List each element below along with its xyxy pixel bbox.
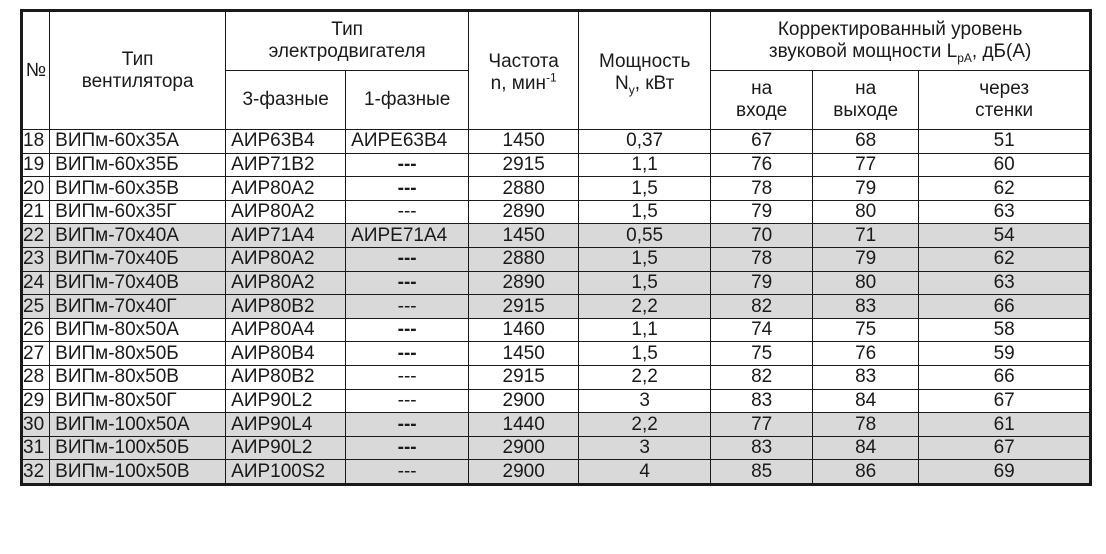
one-phase-motor-cell: ---: [346, 247, 469, 271]
three-phase-motor-cell: АИР63В4: [226, 130, 346, 154]
table-body: [22, 130, 1091, 485]
outlet-noise-cell: 79: [813, 247, 919, 271]
inlet-noise-cell: 78: [711, 247, 813, 271]
wall-noise-cell: 60: [919, 153, 1091, 177]
row-number: 23: [22, 247, 50, 271]
inlet-noise-cell: 70: [711, 224, 813, 248]
table-row: [22, 247, 1091, 271]
row-number: 21: [22, 200, 50, 224]
fan-spec-table: [20, 9, 1092, 486]
one-phase-motor-cell: ---: [346, 295, 469, 319]
one-phase-motor-cell: ---: [346, 365, 469, 389]
header-inlet-line2: входе: [736, 100, 788, 121]
fan-type-cell: ВИПм-100х50В: [50, 460, 226, 485]
table-row: [22, 271, 1091, 295]
three-phase-motor-cell: АИР100S2: [226, 460, 346, 485]
inlet-noise-cell: 78: [711, 177, 813, 201]
header-power-unit-text: , кВт: [634, 72, 675, 94]
three-phase-motor-cell: АИР71А4: [226, 224, 346, 248]
header-frequency-unit-text: n, мин: [490, 72, 546, 94]
header-inlet-line1: на: [751, 78, 773, 100]
header-no-label: №: [25, 59, 47, 81]
power-cell: 0,37: [579, 130, 711, 154]
fan-type-cell: ВИПм-80х50Б: [50, 342, 226, 366]
header-one-phase-label: 1-фазные: [363, 89, 451, 111]
outlet-noise-cell: 78: [813, 413, 919, 437]
power-cell: 1,1: [579, 318, 711, 342]
fan-type-cell: ВИПм-60х35Г: [50, 200, 226, 224]
fan-type-cell: ВИПм-80х50Г: [50, 389, 226, 413]
power-cell: 1,1: [579, 153, 711, 177]
power-cell: 1,5: [579, 177, 711, 201]
inlet-noise-cell: 85: [711, 460, 813, 485]
outlet-noise-cell: 79: [813, 177, 919, 201]
header-noise-line1: Корректированный уровень: [777, 19, 1023, 41]
fan-type-cell: ВИПм-100х50А: [50, 413, 226, 437]
header-power-symbol: N: [614, 72, 629, 94]
header-motor-type-label: Тип электродвигателя: [268, 19, 426, 62]
outlet-noise-cell: 80: [813, 200, 919, 224]
header-power-title: Мощность: [598, 50, 691, 72]
fan-type-cell: ВИПм-70х40В: [50, 271, 226, 295]
three-phase-motor-cell: АИР90L2: [226, 436, 346, 460]
fan-type-cell: ВИПм-80х50А: [50, 318, 226, 342]
header-frequency-exponent: -1: [545, 70, 557, 85]
wall-noise-cell: 66: [919, 295, 1091, 319]
outlet-noise-cell: 84: [813, 436, 919, 460]
power-cell: 1,5: [579, 271, 711, 295]
header-noise-subscript: pA: [957, 50, 972, 65]
power-cell: 1,5: [579, 247, 711, 271]
row-number: 25: [22, 295, 50, 319]
wall-noise-cell: 59: [919, 342, 1091, 366]
fan-type-cell: ВИПм-70х40А: [50, 224, 226, 248]
power-cell: 2,2: [579, 413, 711, 437]
outlet-noise-cell: 76: [813, 342, 919, 366]
table-row: [22, 130, 1091, 154]
three-phase-motor-cell: АИР80А2: [226, 177, 346, 201]
header-fan-type: [50, 11, 226, 130]
header-inlet: [711, 71, 813, 130]
outlet-noise-cell: 71: [813, 224, 919, 248]
frequency-cell: 1450: [469, 224, 579, 248]
one-phase-motor-cell: ---: [346, 413, 469, 437]
table-row: [22, 460, 1091, 485]
row-number: 26: [22, 318, 50, 342]
fan-type-cell: ВИПм-60х35Б: [50, 153, 226, 177]
wall-noise-cell: 54: [919, 224, 1091, 248]
row-number: 31: [22, 436, 50, 460]
row-number: 32: [22, 460, 50, 485]
one-phase-motor-cell: ---: [346, 318, 469, 342]
wall-noise-cell: 67: [919, 389, 1091, 413]
fan-type-cell: ВИПм-80х50В: [50, 365, 226, 389]
power-cell: 2,2: [579, 295, 711, 319]
outlet-noise-cell: 83: [813, 295, 919, 319]
header-frequency-title: Частота: [488, 50, 559, 72]
fan-type-cell: ВИПм-60х35В: [50, 177, 226, 201]
one-phase-motor-cell: ---: [346, 389, 469, 413]
outlet-noise-cell: 80: [813, 271, 919, 295]
three-phase-motor-cell: АИР80В2: [226, 295, 346, 319]
frequency-cell: 2915: [469, 153, 579, 177]
frequency-cell: 2890: [469, 271, 579, 295]
three-phase-motor-cell: АИР80В4: [226, 342, 346, 366]
header-no: [22, 11, 50, 130]
three-phase-motor-cell: АИР80В2: [226, 365, 346, 389]
wall-noise-cell: 61: [919, 413, 1091, 437]
power-cell: 2,2: [579, 365, 711, 389]
row-number: 27: [22, 342, 50, 366]
inlet-noise-cell: 67: [711, 130, 813, 154]
wall-noise-cell: 62: [919, 247, 1091, 271]
frequency-cell: 1450: [469, 342, 579, 366]
header-noise-line2-text: звуковой мощности L: [768, 41, 958, 62]
inlet-noise-cell: 83: [711, 436, 813, 460]
row-number: 29: [22, 389, 50, 413]
power-cell: 4: [579, 460, 711, 485]
row-number: 19: [22, 153, 50, 177]
table-row: [22, 153, 1091, 177]
three-phase-motor-cell: АИР90L4: [226, 413, 346, 437]
frequency-cell: 2915: [469, 365, 579, 389]
inlet-noise-cell: 74: [711, 318, 813, 342]
header-noise-line2: [713, 41, 1087, 63]
outlet-noise-cell: 86: [813, 460, 919, 485]
header-noise: [711, 11, 1091, 71]
table-row: [22, 365, 1091, 389]
table-row: [22, 389, 1091, 413]
one-phase-motor-cell: АИРЕ63В4: [346, 130, 469, 154]
header-three-phase-label: 3-фазные: [242, 89, 329, 111]
table-row: [22, 200, 1091, 224]
row-number: 18: [22, 130, 50, 154]
header-outlet: [813, 71, 919, 130]
power-cell: 1,5: [579, 342, 711, 366]
frequency-cell: 1460: [469, 318, 579, 342]
table-wrapper: [20, 9, 1092, 486]
table-row: [22, 318, 1091, 342]
frequency-cell: 2915: [469, 295, 579, 319]
three-phase-motor-cell: АИР80А2: [226, 271, 346, 295]
header-fan-type-label: Тип вентилятора: [81, 48, 194, 92]
wall-noise-cell: 63: [919, 271, 1091, 295]
header-frequency-unit: [469, 70, 578, 95]
one-phase-motor-cell: ---: [346, 436, 469, 460]
header-outlet-line2: выходе: [833, 100, 899, 121]
power-cell: 1,5: [579, 200, 711, 224]
table-row: [22, 224, 1091, 248]
wall-noise-cell: 58: [919, 318, 1091, 342]
table-row: [22, 295, 1091, 319]
one-phase-motor-cell: ---: [346, 460, 469, 485]
one-phase-motor-cell: ---: [346, 200, 469, 224]
inlet-noise-cell: 82: [711, 295, 813, 319]
header-three-phase: [226, 71, 346, 130]
three-phase-motor-cell: АИР80А2: [226, 200, 346, 224]
header-walls-line2: стенки: [975, 100, 1034, 121]
header-noise-unit: , дБ(А): [971, 41, 1032, 62]
outlet-noise-cell: 84: [813, 389, 919, 413]
inlet-noise-cell: 83: [711, 389, 813, 413]
wall-noise-cell: 66: [919, 365, 1091, 389]
header-outlet-line1: на: [855, 78, 877, 100]
outlet-noise-cell: 75: [813, 318, 919, 342]
inlet-noise-cell: 79: [711, 271, 813, 295]
table-row: [22, 436, 1091, 460]
outlet-noise-cell: 77: [813, 153, 919, 177]
one-phase-motor-cell: ---: [346, 153, 469, 177]
header-power-subscript: у: [628, 82, 635, 97]
inlet-noise-cell: 77: [711, 413, 813, 437]
power-cell: 0,55: [579, 224, 711, 248]
table-header: [22, 11, 1091, 130]
inlet-noise-cell: 82: [711, 365, 813, 389]
frequency-cell: 2880: [469, 177, 579, 201]
header-motor-type: [226, 11, 469, 71]
header-frequency: [469, 11, 579, 130]
inlet-noise-cell: 79: [711, 200, 813, 224]
frequency-cell: 2880: [469, 247, 579, 271]
row-number: 24: [22, 271, 50, 295]
row-number: 22: [22, 224, 50, 248]
row-number: 28: [22, 365, 50, 389]
row-number: 20: [22, 177, 50, 201]
header-walls-line1: через: [979, 78, 1030, 100]
outlet-noise-cell: 68: [813, 130, 919, 154]
table-row: [22, 177, 1091, 201]
one-phase-motor-cell: ---: [346, 177, 469, 201]
header-one-phase: [346, 71, 469, 130]
one-phase-motor-cell: ---: [346, 271, 469, 295]
frequency-cell: 2900: [469, 460, 579, 485]
fan-type-cell: ВИПм-60х35А: [50, 130, 226, 154]
table-row: [22, 413, 1091, 437]
three-phase-motor-cell: АИР80А2: [226, 247, 346, 271]
header-power: [579, 11, 711, 130]
inlet-noise-cell: 76: [711, 153, 813, 177]
header-walls: [919, 71, 1091, 130]
fan-type-cell: ВИПм-70х40Г: [50, 295, 226, 319]
wall-noise-cell: 51: [919, 130, 1091, 154]
wall-noise-cell: 69: [919, 460, 1091, 485]
fan-type-cell: ВИПм-70х40Б: [50, 247, 226, 271]
fan-type-cell: ВИПм-100х50Б: [50, 436, 226, 460]
three-phase-motor-cell: АИР71В2: [226, 153, 346, 177]
table-row: [22, 342, 1091, 366]
frequency-cell: 1440: [469, 413, 579, 437]
wall-noise-cell: 63: [919, 200, 1091, 224]
row-number: 30: [22, 413, 50, 437]
three-phase-motor-cell: АИР90L2: [226, 389, 346, 413]
one-phase-motor-cell: ---: [346, 342, 469, 366]
wall-noise-cell: 67: [919, 436, 1091, 460]
power-cell: 3: [579, 389, 711, 413]
power-cell: 3: [579, 436, 711, 460]
header-power-unit: [579, 73, 710, 95]
frequency-cell: 2900: [469, 436, 579, 460]
wall-noise-cell: 62: [919, 177, 1091, 201]
frequency-cell: 2900: [469, 389, 579, 413]
inlet-noise-cell: 75: [711, 342, 813, 366]
one-phase-motor-cell: АИРЕ71А4: [346, 224, 469, 248]
three-phase-motor-cell: АИР80А4: [226, 318, 346, 342]
frequency-cell: 2890: [469, 200, 579, 224]
frequency-cell: 1450: [469, 130, 579, 154]
outlet-noise-cell: 83: [813, 365, 919, 389]
